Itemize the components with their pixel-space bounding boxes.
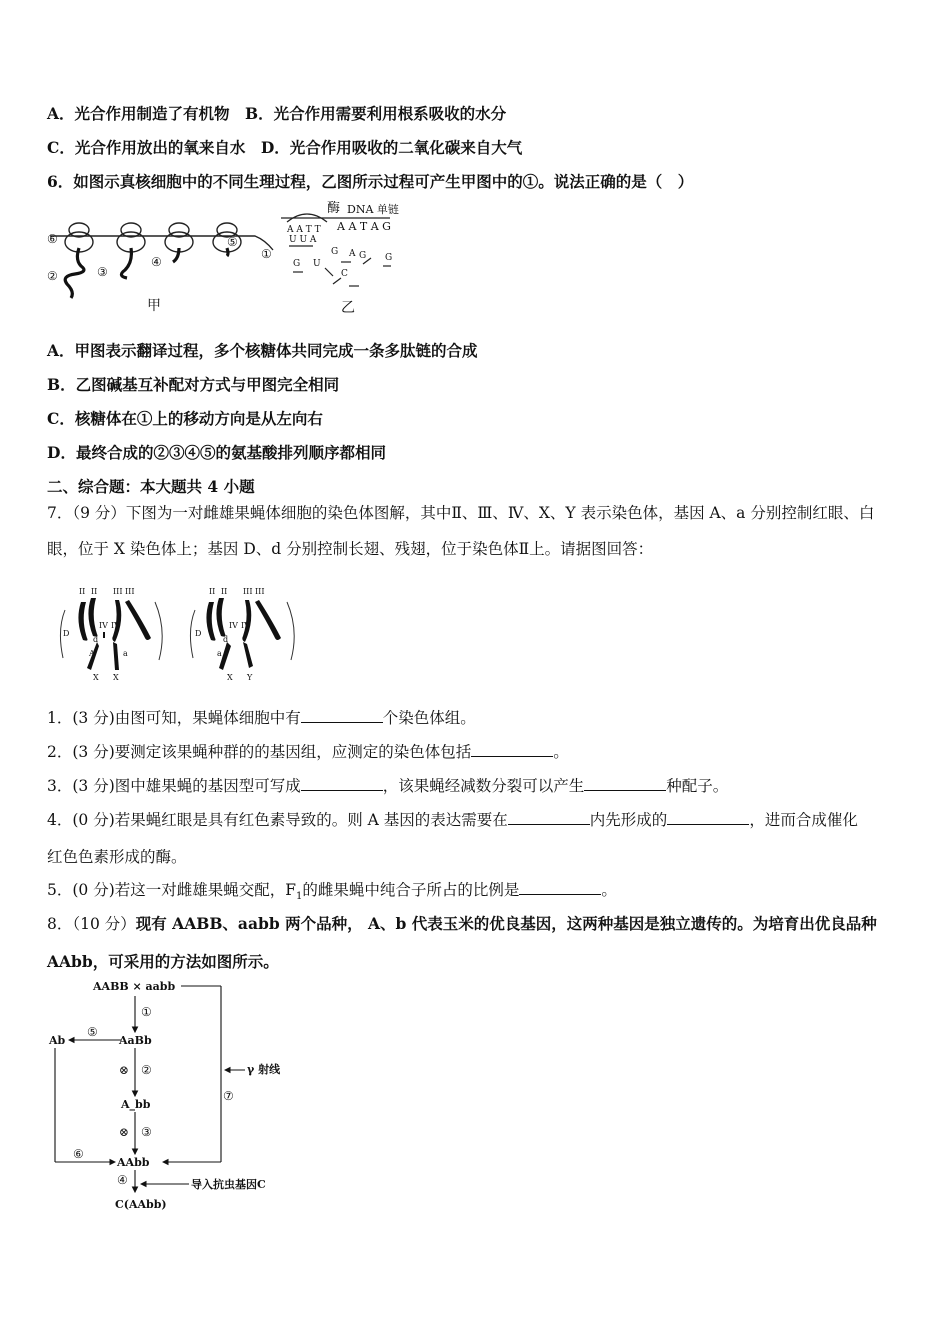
male-chr-Y [243,642,253,668]
male-label-X: X [227,673,233,682]
q7-sub1-blank[interactable] [301,707,383,723]
q8-step-6: ⑥ [73,1147,84,1161]
female-label-D: D [63,629,70,638]
q8-selfing-2: ⊗ [119,1125,130,1139]
q8-abb: A_bb [121,1098,151,1111]
q6-option-c: C．核糖体在①上的移动方向是从左向右 [47,409,323,428]
free-base-a: A [349,249,356,259]
female-chr-IV [103,632,105,638]
male-label-II-a: II [209,587,216,596]
q7-sub4-text-a: 4．(0 分)若果蝇红眼是具有红色素导致的。则 A 基因的表达需要在 [47,811,508,829]
q8-stem-number: 8．（10 分） [47,915,136,933]
male-label-IV-a: IV [229,621,238,630]
q7-sub2 [47,740,569,762]
q7-stem-line1: 7．（9 分）下图为一对雌雄果蝇体细胞的染色体图解，其中Ⅱ、Ⅲ、Ⅳ、X、Y 表示染色体，基因 A、a 分别控制红眼、白 [47,504,875,522]
q8-stem-line2: AAbb，可采用的方法如图所示。 [47,952,279,971]
q6-option-b: B．乙图碱基互补配对方式与甲图完全相同 [47,375,340,394]
yi-label: 乙 [341,300,355,316]
q5-options-ab: A．光合作用制造了有机物 B．光合作用需要利用根系吸收的水分 [47,104,507,123]
polypeptide-4 [173,248,179,262]
q8-step-2: ② [141,1063,152,1077]
female-label-X2: X [113,673,119,682]
q7-sub4-blank1[interactable] [508,809,590,825]
marker-6: ⑥ [47,232,58,246]
q7-sub4-blank2[interactable] [667,809,749,825]
q7-sub5-text-a: 5．(0 分)若这一对雌雄果蝇交配，F [47,881,297,899]
q6-option-a: A．甲图表示翻译过程，多个核糖体共同完成一条多肽链的合成 [47,341,478,360]
q7-sub1-text-b: 个染色体组。 [382,709,476,727]
male-label-II-b: II [221,587,228,596]
free-base-u: U [313,259,321,269]
marker-1: ① [261,247,272,261]
q8-insert: 导入抗虫基因C [191,1178,266,1191]
female-label-IV-a: IV [99,621,108,630]
q8-stem-text: 现有 AABB、aabb 两个品种， A、b 代表玉米的优良基因，这两种基因是独立遗传的。为培育出优良品种 [135,914,877,933]
q7-sub4-cont: 红色色素形成的酶。 [47,848,187,866]
female-chr-II-left [78,602,87,641]
female-label-A: A [89,649,95,658]
dna-sequence: A A T A G [337,220,391,233]
q7-sub1 [47,706,476,728]
female-chr-III-right [125,600,151,640]
female-label-III-a: III [113,587,123,596]
q8-step-7: ⑦ [223,1089,234,1103]
dna-label: DNA 单链 [347,203,399,216]
q7-figure [55,580,305,685]
q7-sub3-text-c: 种配子。 [666,777,729,795]
q8-stem-line1 [47,912,877,934]
q6-stem: 6．如图示真核细胞中的不同生理过程，乙图所示过程可产生甲图中的①。说法正确的是（ ） [47,172,694,191]
q7-sub2-text-a: 2．(3 分)要测定该果蝇种群的的基因组，应测定的染色体包括 [47,743,472,761]
enzyme-label: 酶 [327,201,341,216]
q8-step-1: ① [141,1005,152,1019]
section2-heading: 二、综合题：本大题共 4 小题 [47,477,255,496]
male-label-III-b: III [255,587,265,596]
q8-selfing-1: ⊗ [119,1063,130,1077]
q7-sub4-text-b: 内先形成的 [589,811,668,829]
q7-sub4-text-c: ，进而合成催化 [749,811,858,829]
q7-sub2-blank[interactable] [471,741,553,757]
female-label-III-b: III [125,587,135,596]
q8-ab: Ab [49,1034,66,1047]
q7-sub5-text-b: 的雌果蝇中纯合子所占的比例是 [302,881,520,899]
free-base-g3: G [359,251,367,261]
marker-2: ② [47,269,58,283]
q6-option-d: D．最终合成的②③④⑤的氨基酸排列顺序都相同 [47,443,386,462]
rna-bottom: U U A [289,235,317,245]
rna-top: A A T T [287,225,321,235]
q6-figure [45,200,415,320]
q7-sub3-text-b: ，该果蝇经减数分裂可以产生 [382,777,585,795]
male-label-III-a: III [243,587,253,596]
q8-figure [45,978,295,1218]
female-label-IV-b: IV [111,621,120,630]
free-base-g4: G [385,253,393,263]
female-chr-II-right [88,598,97,637]
q7-sub5-subscript: 1 [296,891,303,903]
q7-sub3-text-a: 3．(3 分)图中雄果蝇的基因型可写成 [47,777,301,795]
marker-5: ⑤ [227,235,238,249]
male-label-a: a [217,649,222,658]
male-label-d: d [223,635,229,644]
polypeptide-5 [227,248,228,256]
q7-sub5 [47,878,617,902]
q8-final: C(AAbb) [115,1198,167,1211]
q7-sub5-text-c: 。 [601,881,617,899]
q7-sub3-blank1[interactable] [301,775,383,791]
free-base-g2: G [293,259,301,269]
female-label-a: a [123,649,128,658]
q8-gamma: γ 射线 [247,1063,281,1076]
female-label-X1: X [93,673,99,682]
q7-stem-line2: 眼，位于 X 染色体上；基因 D、d 分别控制长翅、残翅，位于染色体Ⅱ上。请据图回答： [47,540,654,558]
marker-4: ④ [151,255,162,269]
female-chr-X-right [113,642,119,670]
jia-label: 甲 [147,298,161,314]
q8-parents: AABB × aabb [93,980,176,993]
q7-sub1-text-a: 1．(3 分)由图可知，果蝇体细胞中有 [47,709,301,727]
free-base-g1: G [331,247,339,257]
q7-sub3-blank2[interactable] [584,775,666,791]
female-label-II-b: II [91,587,98,596]
polypeptide-3 [121,248,131,278]
q5-options-cd: C．光合作用放出的氧来自水 D．光合作用吸收的二氧化碳来自大气 [47,138,523,157]
polypeptide-2 [65,248,84,298]
q7-sub2-text-b: 。 [553,743,569,761]
free-base-c: C [341,269,348,279]
male-label-Y: Y [247,673,253,682]
q7-sub4 [47,808,858,830]
female-label-d: d [93,635,99,644]
q7-sub3 [47,774,728,796]
q8-aabb: AAbb [117,1156,150,1169]
q8-step-3: ③ [141,1125,152,1139]
q8-step-4: ④ [117,1173,128,1187]
q7-sub5-blank[interactable] [519,879,601,895]
marker-3: ③ [97,265,108,279]
male-label-D: D [195,629,202,638]
q8-f1: AaBb [119,1034,152,1047]
male-label-IV-b: IV [241,621,250,630]
female-label-II-a: II [79,587,86,596]
q8-step-5: ⑤ [87,1025,98,1039]
